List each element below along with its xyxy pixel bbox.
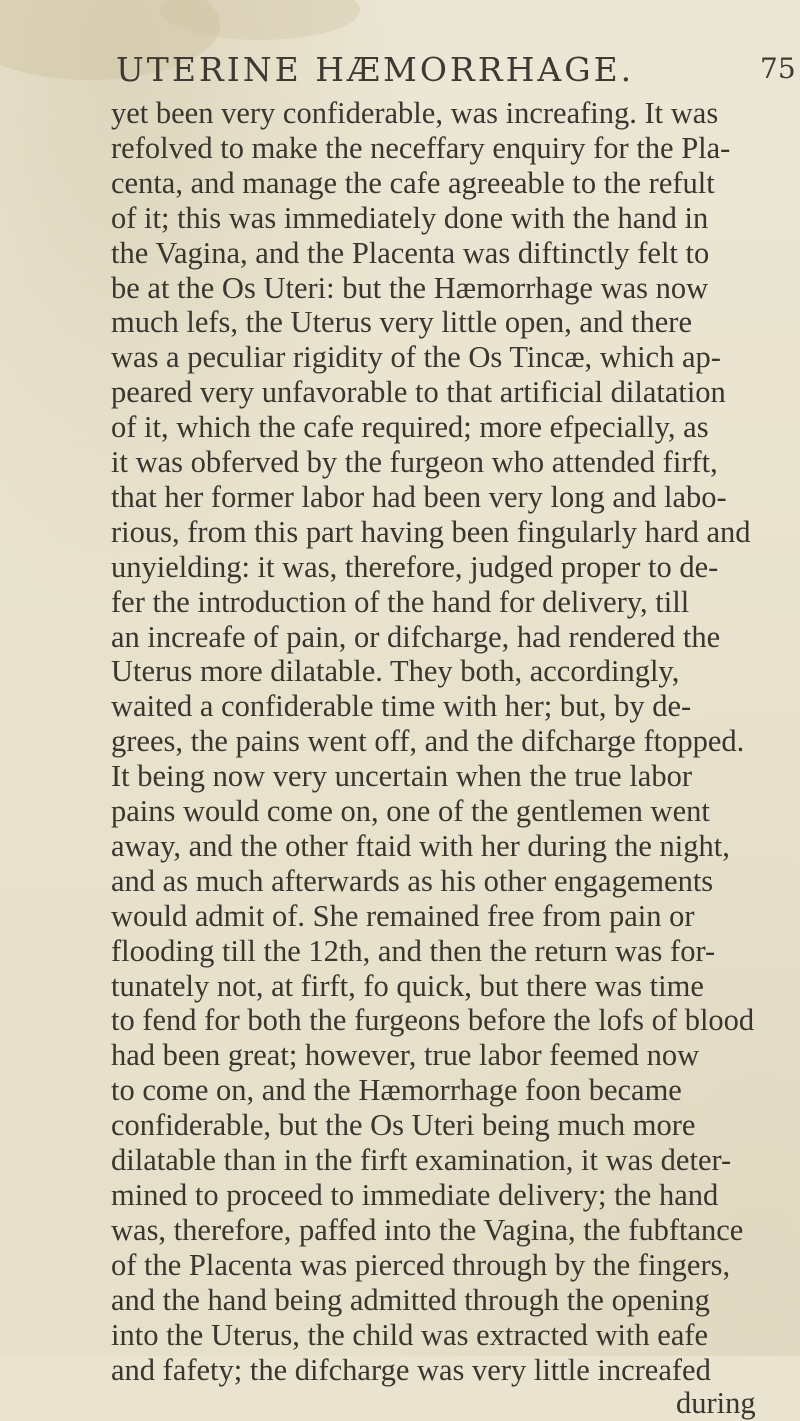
text-line: flooding till the 12th, and then the return was for- xyxy=(111,934,716,968)
text-line: into the Uterus, the child was extracted with eafe xyxy=(111,1318,709,1352)
text-line: much lefs, the Uterus very little open, and there xyxy=(111,305,693,339)
text-line: was, therefore, paffed into the Vagina, the fubftance xyxy=(111,1213,744,1247)
text-line: be at the Os Uteri: but the Hæmorrhage was now xyxy=(111,271,709,305)
text-line: It being now very uncertain when the true labor xyxy=(111,759,692,793)
text-line: dilatable than in the firft examination, it was deter- xyxy=(111,1143,732,1177)
text-line: of it, which the cafe required; more efpecially, as xyxy=(111,410,709,444)
running-head xyxy=(116,50,796,100)
paper-stain xyxy=(160,0,360,40)
text-line: of the Placenta was pierced through by the fingers, xyxy=(111,1248,731,1282)
catchword: during xyxy=(676,1386,756,1420)
text-line: yet been very confiderable, was increafing. It was xyxy=(111,96,719,130)
text-line: to come on, and the Hæmorrhage foon became xyxy=(111,1073,682,1107)
running-title: UTERINE HÆMORRHAGE. xyxy=(116,50,635,89)
text-line: grees, the pains went off, and the difcharge ftopped. xyxy=(111,724,745,758)
text-line: and fafety; the difcharge was very little increafed xyxy=(111,1353,711,1387)
text-line: pains would come on, one of the gentlemen went xyxy=(111,794,710,828)
text-line: an increafe of pain, or difcharge, had rendered the xyxy=(111,620,721,654)
text-line: to fend for both the furgeons before the lofs of blood xyxy=(111,1003,755,1037)
text-line: centa, and manage the cafe agreeable to the refult xyxy=(111,166,715,200)
text-line: that her former labor had been very long and labo- xyxy=(111,480,727,514)
text-line: refolved to make the neceffary enquiry for the Pla- xyxy=(111,131,731,165)
text-line: fer the introduction of the hand for delivery, till xyxy=(111,585,690,619)
text-line: it was obferved by the furgeon who attended firft, xyxy=(111,445,718,479)
text-line: the Vagina, and the Placenta was diftinctly felt to xyxy=(111,236,710,270)
text-line: would admit of. She remained free from pain or xyxy=(111,899,695,933)
page-number: 75 xyxy=(760,52,796,85)
text-line: and the hand being admitted through the opening xyxy=(111,1283,710,1317)
text-line: of it; this was immediately done with the hand in xyxy=(111,201,709,235)
text-line: waited a confiderable time with her; but, by de- xyxy=(111,689,692,723)
text-line: away, and the other ftaid with her during the night, xyxy=(111,829,730,863)
text-line: had been great; however, true labor feemed now xyxy=(111,1038,700,1072)
text-line: peared very unfavorable to that artificial dilatation xyxy=(111,375,726,409)
text-line: rious, from this part having been fingularly hard and xyxy=(111,515,751,549)
text-line: was a peculiar rigidity of the Os Tincæ, which ap- xyxy=(111,340,721,374)
text-line: tunately not, at firft, fo quick, but there was time xyxy=(111,969,704,1003)
text-line: and as much afterwards as his other engagements xyxy=(111,864,714,898)
text-line: Uterus more dilatable. They both, accordingly, xyxy=(111,654,680,688)
text-line: mined to proceed to immediate delivery; the hand xyxy=(111,1178,719,1212)
text-line: unyielding: it was, therefore, judged proper to de- xyxy=(111,550,719,584)
text-line: confiderable, but the Os Uteri being much more xyxy=(111,1108,696,1142)
